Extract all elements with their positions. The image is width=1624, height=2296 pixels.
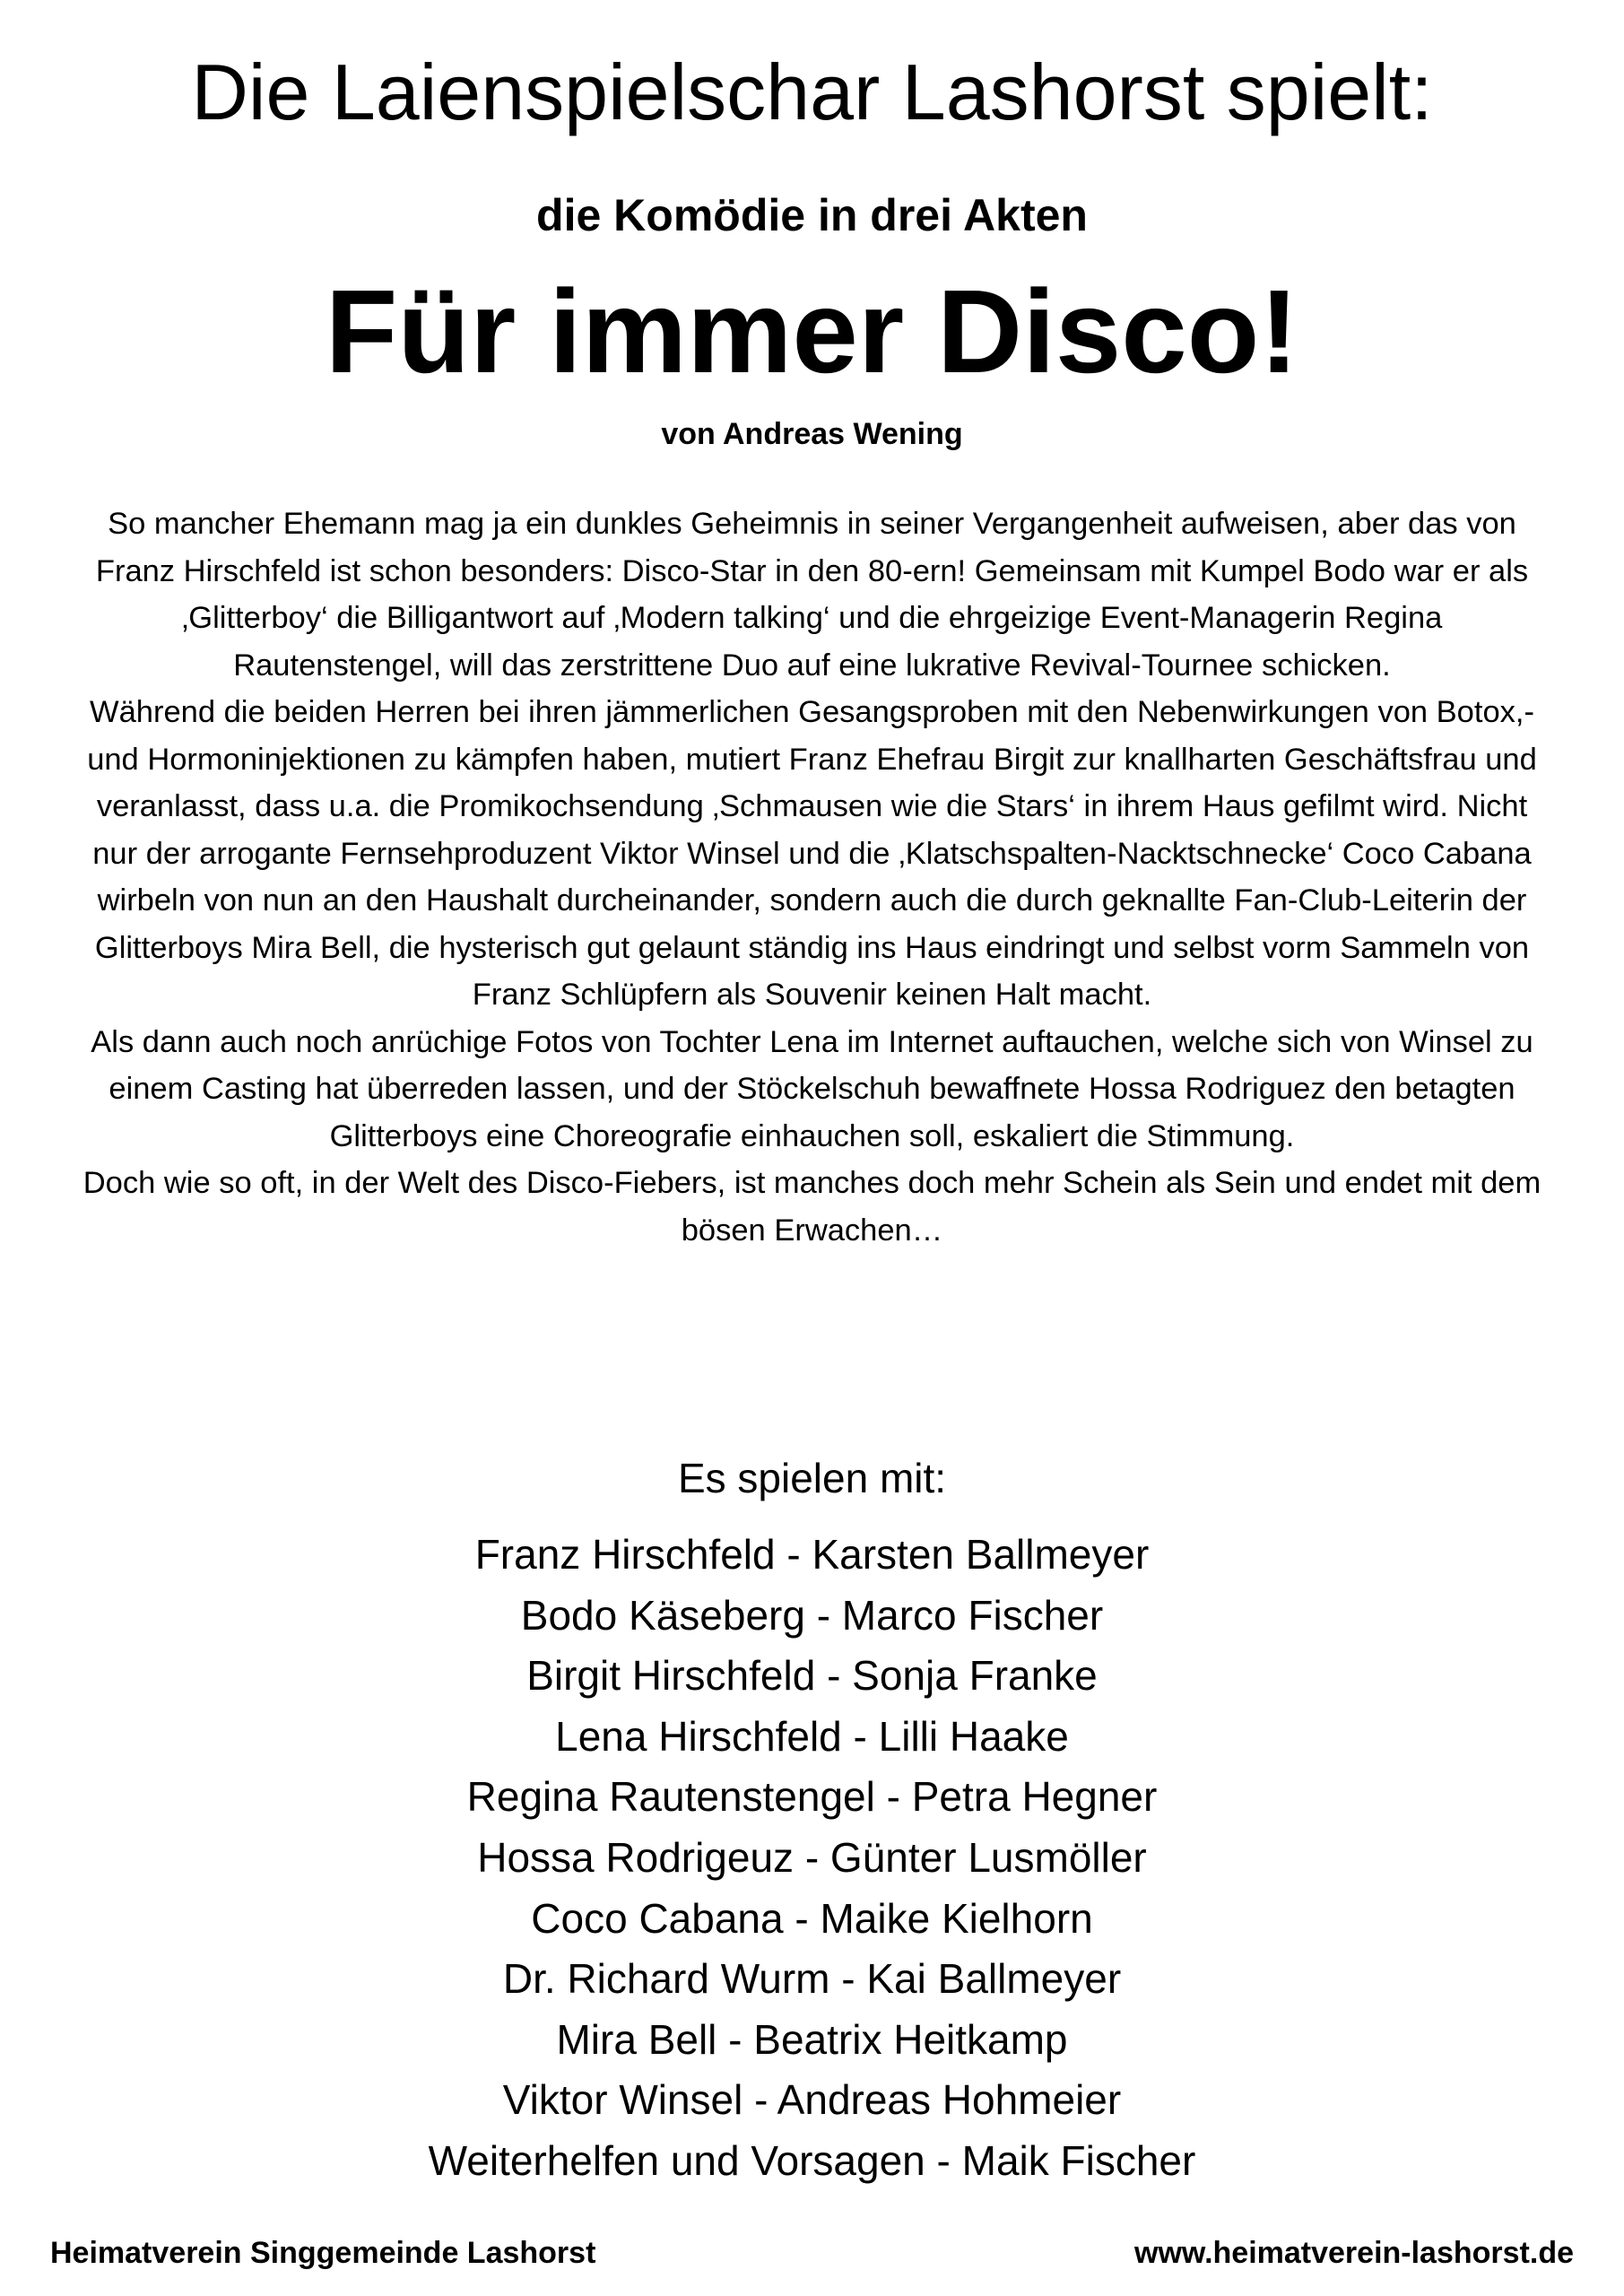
synopsis-paragraph: Als dann auch noch anrüchige Fotos von Tochter Lena im Internet auftauchen, welche sich von Winsel zu einem Casting hat überreden lassen, und der Stöckelschuh bewaffnete Hossa Rodriguez den betagten Glitterboys eine Choreografie einhauchen soll, eskaliert die Stimmung. [91,1024,1533,1153]
cast-member: Weiterhelfen und Vorsagen - Maik Fischer [428,2136,1196,2184]
cast-member: Bodo Käseberg - Marco Fischer [520,1591,1104,1639]
cast-member: Birgit Hirschfeld - Sonja Franke [526,1652,1098,1700]
synopsis [81,500,1543,1254]
cast-member: Viktor Winsel - Andreas Hohmeier [502,2076,1122,2124]
footer-website-link[interactable]: www.heimatverein-lashorst.de [1134,2236,1574,2270]
cast-member: Lena Hirschfeld - Lilli Haake [555,1712,1069,1760]
cast-member: Coco Cabana - Maike Kielhorn [531,1894,1093,1942]
headline: Die Laienspielschar Lashorst spielt: [191,48,1433,136]
author-line: von Andreas Wening [661,417,963,451]
genre-subtitle: die Komödie in drei Akten [536,190,1088,240]
footer-organization: Heimatverein Singgemeinde Lashorst [50,2236,596,2270]
cast-member: Mira Bell - Beatrix Heitkamp [556,2015,1068,2063]
cast-member: Dr. Richard Wurm - Kai Ballmeyer [502,1955,1122,2003]
synopsis-paragraph: So mancher Ehemann mag ja ein dunkles Geheimnis in seiner Vergangenheit aufweisen, aber das von Franz Hirschfeld ist schon besonders: Disco-Star in den 80-ern! Gemeinsam mit Kumpel Bodo war er als ‚Glitterboy‘ die Billigantwort auf ‚Modern talking‘ und die ehrgeizige Event-Managerin Regina Rautenstengel, will das zerstrittene Duo auf eine lukrative Revival-Tournee schicken. [95,507,1529,683]
cast-member: Franz Hirschfeld - Karsten Ballmeyer [474,1531,1150,1578]
cast-member: Regina Rautenstengel - Petra Hegner [466,1773,1158,1821]
synopsis-paragraph: Doch wie so oft, in der Welt des Disco-Fiebers, ist manches doch mehr Schein als Sein und endet mit dem bösen Erwachen… [83,1166,1541,1248]
cast-member: Hossa Rodrigeuz - Günter Lusmöller [477,1833,1147,1881]
cast-heading: Es spielen mit: [677,1455,947,1501]
synopsis-paragraph: Während die beiden Herren bei ihren jämmerlichen Gesangsproben mit den Nebenwirkungen von Botox,- und Hormoninjektionen zu kämpfen haben, mutiert Franz Ehefrau Birgit zur knallharten Geschäftsfrau und veranlasst, dass u.a. die Promikochsendung ‚Schmausen wie die Stars‘ in ihrem Haus gefilmt wird. Nicht nur der arrogante Fernsehproduzent Viktor Winsel und die ‚Klatschspalten-Nacktschnecke‘ Coco Cabana wirbeln von nun an den Haushalt durcheinander, sondern auch die durch geknallte Fan-Club-Leiterin der Glitterboys Mira Bell, die hysterisch gut gelaunt ständig ins Haus eindringt und selbst vorm Sammeln von Franz Schlüpfern als Souvenir keinen Halt macht. [87,695,1537,1012]
play-title: Für immer Disco! [325,265,1299,397]
cast-list [0,1525,1624,2192]
